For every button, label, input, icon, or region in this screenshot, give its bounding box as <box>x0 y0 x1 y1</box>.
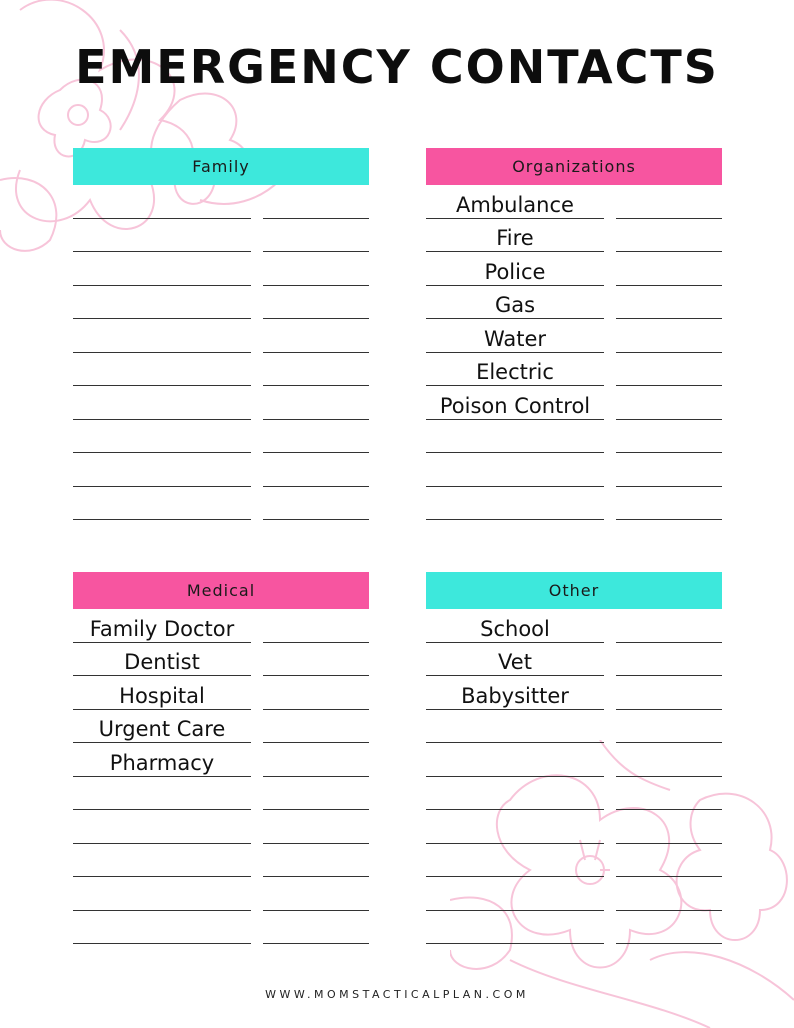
contact-label: Police <box>484 259 546 284</box>
contact-row[interactable] <box>73 252 369 286</box>
contact-label: Gas <box>494 293 536 317</box>
contact-row[interactable] <box>426 252 722 286</box>
contact-row[interactable] <box>426 877 722 911</box>
contact-row[interactable] <box>426 219 722 253</box>
contact-row[interactable] <box>73 219 369 253</box>
contact-row[interactable] <box>426 487 722 521</box>
contact-label: Hospital <box>119 683 205 708</box>
contact-row[interactable] <box>426 810 722 844</box>
contact-label: Ambulance <box>456 192 574 217</box>
name-line[interactable] <box>73 519 251 520</box>
section-header-family: Family <box>73 148 369 185</box>
contact-row[interactable] <box>426 743 722 777</box>
section-other <box>426 572 722 944</box>
contact-row[interactable] <box>73 487 369 521</box>
contact-label: Water <box>483 326 547 351</box>
contact-row[interactable] <box>426 185 722 219</box>
contact-label: Fire <box>496 226 534 250</box>
contact-row[interactable] <box>426 353 722 387</box>
contact-label: Vet <box>498 650 532 674</box>
contact-row[interactable] <box>73 743 369 777</box>
contact-row[interactable] <box>426 844 722 878</box>
contact-row[interactable] <box>73 286 369 320</box>
contact-row[interactable] <box>73 643 369 677</box>
contact-row[interactable] <box>73 609 369 643</box>
footer-website: WWW.MOMSTACTICALPLAN.COM <box>265 988 529 1001</box>
contact-row[interactable] <box>426 643 722 677</box>
name-line[interactable] <box>426 943 604 944</box>
page-title: EMERGENCY CONTACTS <box>75 40 719 94</box>
contact-row[interactable] <box>426 609 722 643</box>
phone-line[interactable] <box>263 519 369 520</box>
contact-row[interactable] <box>73 710 369 744</box>
contact-row[interactable] <box>73 676 369 710</box>
contact-row[interactable] <box>73 353 369 387</box>
contact-row[interactable] <box>73 844 369 878</box>
section-organizations <box>426 148 722 520</box>
contact-row[interactable] <box>73 319 369 353</box>
contact-row[interactable] <box>73 185 369 219</box>
contact-row[interactable] <box>426 710 722 744</box>
contact-row[interactable] <box>73 810 369 844</box>
contact-row[interactable] <box>73 420 369 454</box>
contact-row[interactable] <box>426 319 722 353</box>
contact-label: Dentist <box>124 650 200 674</box>
contact-row[interactable] <box>426 777 722 811</box>
section-header-medical: Medical <box>73 572 369 609</box>
name-line[interactable] <box>73 943 251 944</box>
phone-line[interactable] <box>616 519 722 520</box>
contact-label: Electric <box>476 360 554 384</box>
contact-row[interactable] <box>426 386 722 420</box>
contact-row[interactable] <box>73 777 369 811</box>
contact-row[interactable] <box>426 911 722 945</box>
contact-label: Pharmacy <box>109 750 215 775</box>
name-line[interactable] <box>426 519 604 520</box>
contact-label: Urgent Care <box>98 717 226 741</box>
section-header-organizations: Organizations <box>426 148 722 185</box>
phone-line[interactable] <box>263 943 369 944</box>
section-medical <box>73 572 369 944</box>
contact-label: Babysitter <box>461 683 569 708</box>
contact-row[interactable] <box>426 286 722 320</box>
section-header-other: Other <box>426 572 722 609</box>
contact-row[interactable] <box>426 453 722 487</box>
contact-row[interactable] <box>73 911 369 945</box>
section-family <box>73 148 369 520</box>
contact-label: School <box>480 616 550 641</box>
contact-label: Poison Control <box>439 393 591 418</box>
contact-row[interactable] <box>73 386 369 420</box>
contact-label: Family Doctor <box>89 616 235 641</box>
phone-line[interactable] <box>616 943 722 944</box>
contact-row[interactable] <box>426 420 722 454</box>
contact-row[interactable] <box>73 877 369 911</box>
contact-row[interactable] <box>73 453 369 487</box>
contact-row[interactable] <box>426 676 722 710</box>
